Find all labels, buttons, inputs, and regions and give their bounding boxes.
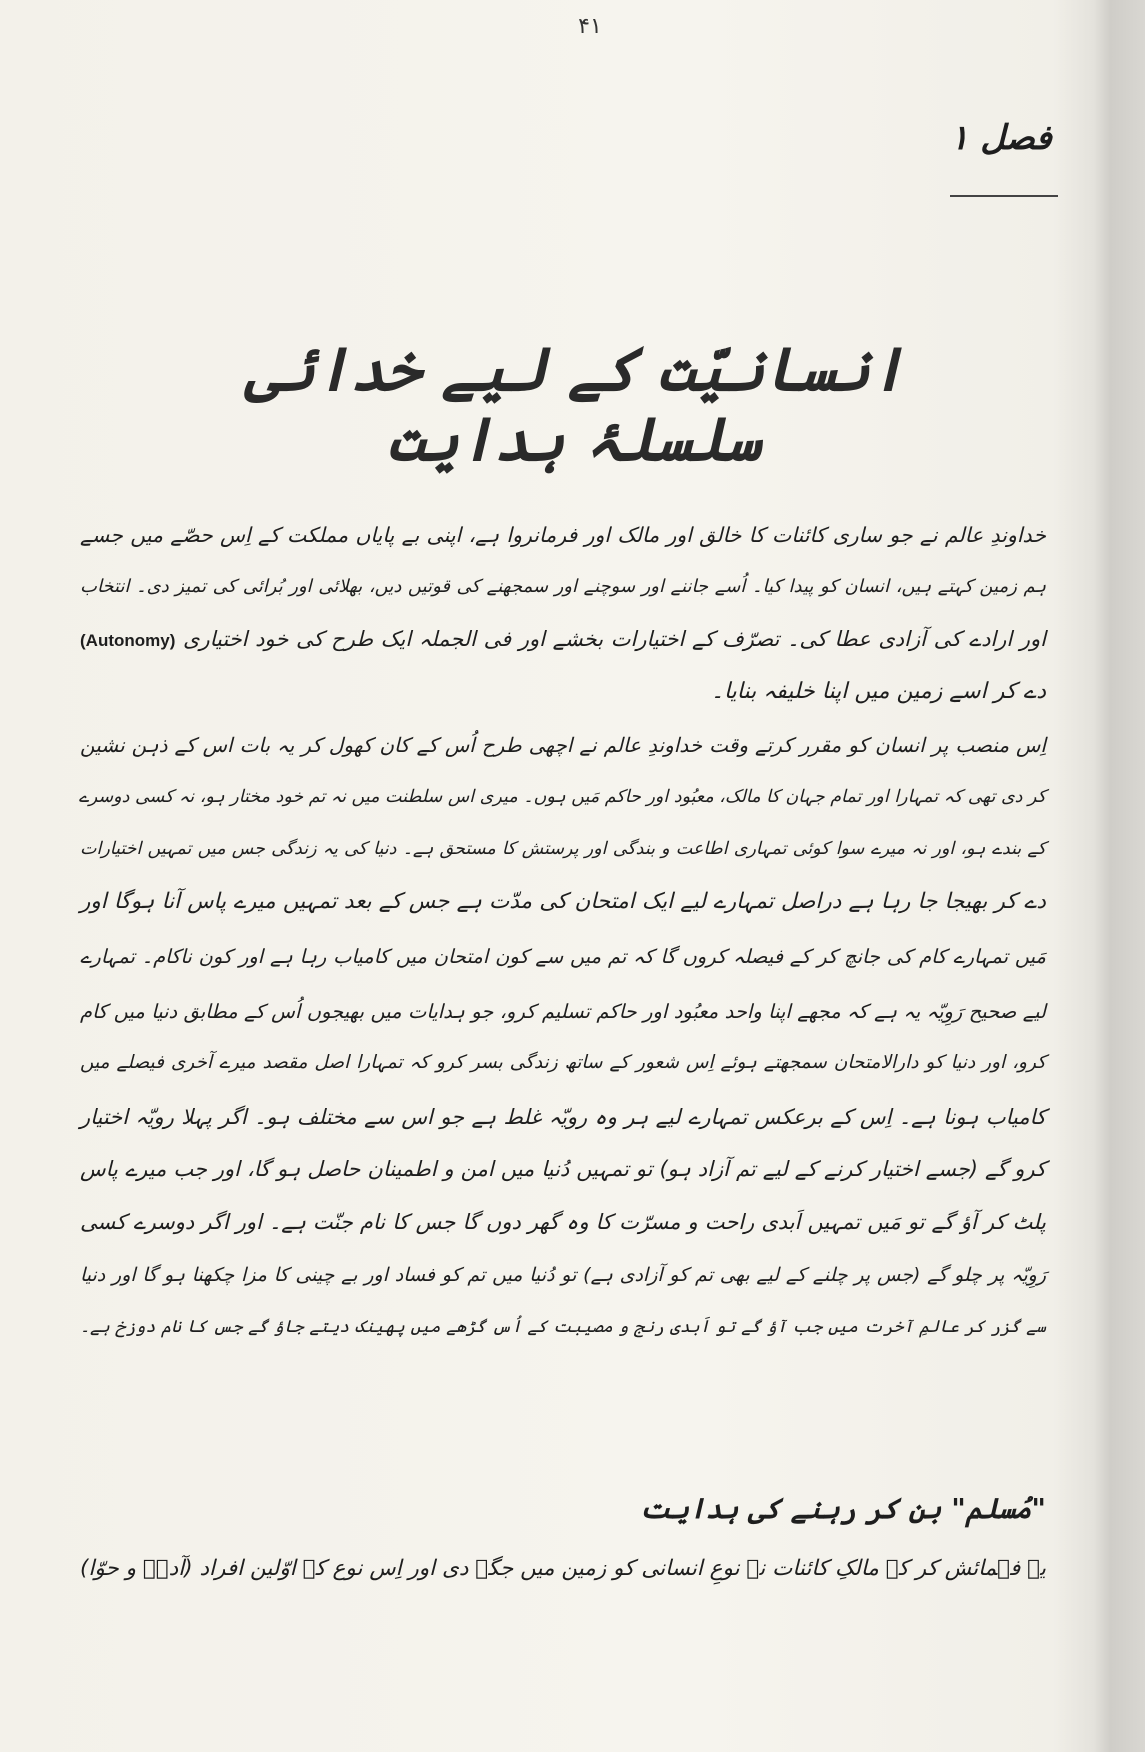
text-line: رَوِیّہ پر چلو گے (جس پر چلنے کے لیے بھی تم کو آزادی ہے) تو دُنیا میں تم کو فساد اور بے چینی کا مزا چکھنا ہو گا اور دنیا — [80, 1264, 1046, 1286]
page-number: ۴۱ — [578, 14, 602, 39]
text-line: دے کر اسے زمین میں اپنا خلیفہ بنایا۔ — [711, 679, 1046, 704]
text-line: ہم زمین کہتے ہیں، انسان کو پیدا کیا۔ اُسے جاننے اور سوچنے اور سمجھنے کی قوتیں دیں، بھلائی اور بُرائی کی تمیز دی۔ انتخاب — [80, 576, 1046, 597]
text-line: کامیاب ہونا ہے۔ اِس کے برعکس تمہارے لیے ہر وہ رویّہ غلط ہے جو اس سے مختلف ہو۔ اگر پہلا رویّہ اختیار — [80, 1105, 1046, 1129]
text-line: کے بندے ہو، اور نہ میرے سوا کوئی تمہاری اطاعت و بندگی اور پرستش کا مستحق ہے۔ دنیا کی یہ زندگی جس میں تمہیں اختیارات — [80, 839, 1046, 859]
text-line: کرو گے (جسے اختیار کرنے کے لیے تم آزاد ہو) تو تمہیں دُنیا میں امن و اطمینان حاصل ہو گا، اور جب میرے پاس — [80, 1157, 1046, 1181]
autonomy-term: (Autonomy) — [80, 631, 176, 650]
text-line: دے کر بھیجا جا رہا ہے دراصل تمہارے لیے ایک امتحان کی مدّت ہے جس کے بعد تمہیں میرے پاس آنا ہوگا اور — [80, 889, 1046, 914]
text-line: اِس منصب پر انسان کو مقرر کرتے وقت خداوندِ عالم نے اچھی طرح اُس کے کان کھول کر یہ بات اس کے ذہن نشین — [80, 733, 1046, 757]
text-line — [80, 622, 1046, 656]
text-line: یہ فہمائش کر کے مالکِ کائنات نے نوعِ انسانی کو زمین میں جگہ دی اور اِس نوع کے اوّلین افراد (آدمؑ و حوّا) — [80, 1556, 1046, 1581]
text-line: سے گزر کر عالمِ آخرت میں جب آؤ گے تو اَبدی رنج و مصیبت کے اُس گڑھے میں پھینک دیتے جاؤ گے جس کا نام دوزخ ہے۔ — [80, 1317, 1046, 1337]
text-line: خداوندِ عالم نے جو ساری کائنات کا خالق اور مالک اور فرمانروا ہے، اپنی بے پایاں مملکت کے اِس حصّے میں جسے — [80, 523, 1046, 547]
text-line-body: اور ارادے کی آزادی عطا کی۔ تصرّف کے اختیارات بخشے اور فی الجملہ ایک طرح کی خود اختیاری — [183, 627, 1047, 651]
text-line: پلٹ کر آؤ گے تو مَیں تمہیں اَبدی راحت و مسرّت کا وہ گھر دوں گا جس کا نام جنّت ہے۔ اور اگر دوسرے کسی — [80, 1210, 1046, 1234]
text-line: کرو، اور دنیا کو دارالامتحان سمجھتے ہوئے اِس شعور کے ساتھ زندگی بسر کرو کہ تمہارا اصل مقصد میرے آخری فیصلے میں — [80, 1052, 1046, 1073]
text-line: لیے صحیح رَوِیّہ یہ ہے کہ مجھے اپنا واحد معبُود اور حاکم تسلیم کرو، جو ہدایات میں بھیجوں اُس کے مطابق دنیا میں کام — [80, 1000, 1046, 1023]
chapter-label: فصل ۱ — [950, 118, 1052, 158]
section-subheading: "مُسلم" بن کر رہنے کی ہدایت — [639, 1492, 1046, 1525]
chapter-title: انسانیّت کے لیے خدائی سلسلۂ ہدایت — [244, 335, 906, 475]
text-line: مَیں تمہارے کام کی جانچ کر کے فیصلہ کروں گا کہ تم میں سے کون امتحان میں کامیاب رہا ہے اور کون ناکام۔ تمہارے — [80, 945, 1046, 968]
chapter-underline — [950, 195, 1058, 197]
text-line: کر دی تھی کہ تمہارا اور تمام جہان کا مالک، معبُود اور حاکم مَیں ہوں۔ میری اس سلطنت میں نہ تم خود مختار ہو، نہ کسی دوسرے — [78, 787, 1046, 807]
